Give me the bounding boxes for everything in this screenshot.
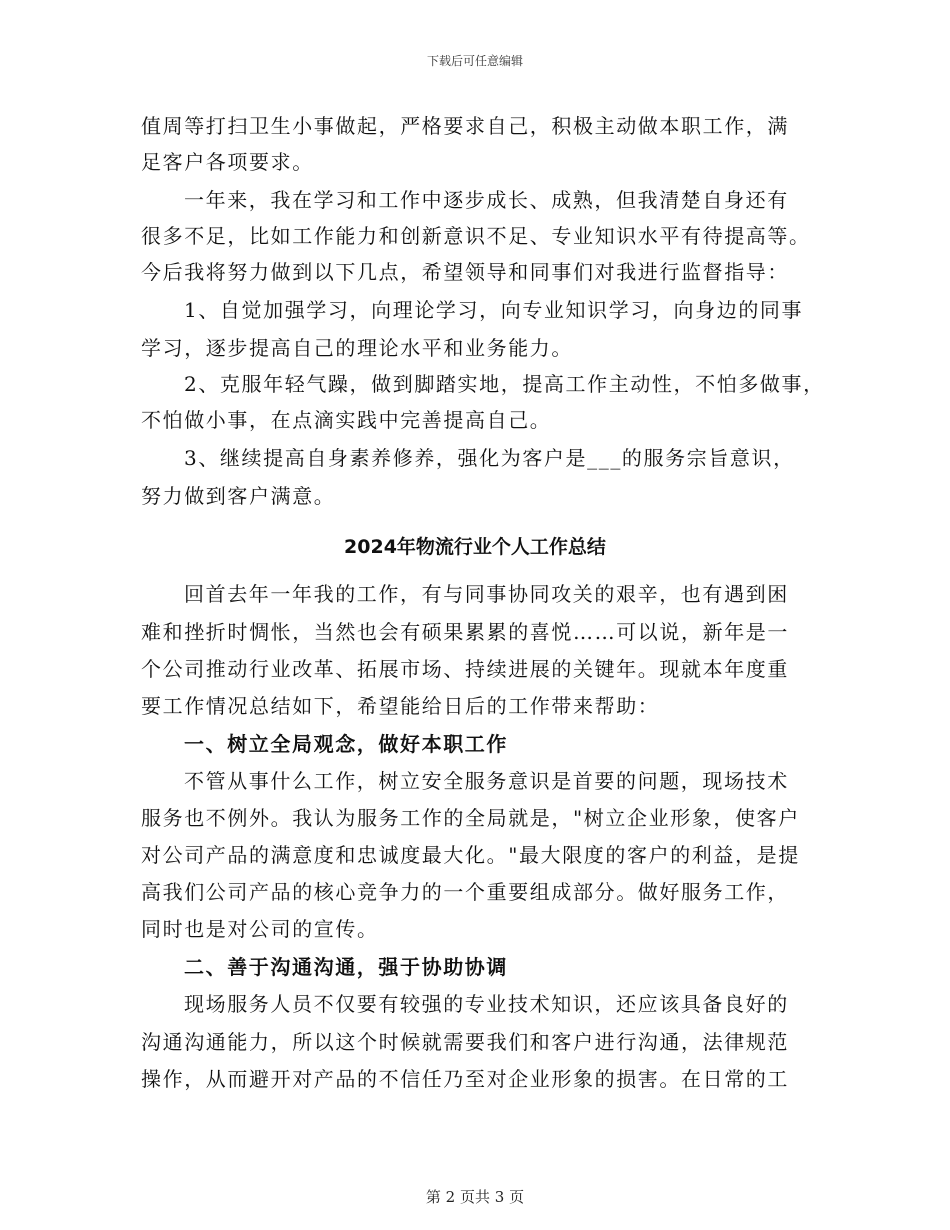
body-text-line: 一年来，我在学习和工作中逐步成长、成熟，但我清楚自身还有 [184, 188, 789, 212]
body-text-line: 学习，逐步提高自己的理论水平和业务能力。 [141, 336, 573, 360]
subheading-2: 二、善于沟通沟通，强于协助协调 [184, 955, 508, 979]
body-text-line: 值周等打扫卫生小事做起，严格要求自己，积极主动做本职工作，满 [141, 114, 789, 138]
page-footer: 第 2 页共 3 页 [425, 1188, 525, 1206]
body-text-line: 3、继续提高自身素养修养，强化为客户是___的服务宗旨意识， [184, 446, 795, 470]
body-text-line: 高我们公司产品的核心竞争力的一个重要组成部分。做好服务工作， [141, 880, 789, 904]
body-text-line: 对公司产品的满意度和忠诚度最大化。"最大限度的客户的利益，是提 [141, 843, 800, 867]
body-text-line: 1、自觉加强学习，向理论学习，向专业知识学习，向身边的同事 [184, 298, 804, 322]
subheading-1: 一、树立全局观念，做好本职工作 [184, 732, 508, 756]
body-text-line: 努力做到客户满意。 [141, 484, 336, 508]
body-text-line: 难和挫折时惆怅，当然也会有硕果累累的喜悦……可以说，新年是一 [141, 620, 789, 644]
body-text-line: 很多不足，比如工作能力和创新意识不足、专业知识水平有待提高等。 [141, 224, 811, 248]
body-text-line: 沟通沟通能力，所以这个时候就需要我们和客户进行沟通，法律规范 [141, 1030, 789, 1054]
body-text-line: 要工作情况总结如下，希望能给日后的工作带来帮助： [141, 694, 660, 718]
body-text-line: 今后我将努力做到以下几点，希望领导和同事们对我进行监督指导： [141, 260, 789, 284]
body-text-line: 同时也是对公司的宣传。 [141, 917, 379, 941]
body-text-line: 不管从事什么工作，树立安全服务意识是首要的问题，现场技术 [184, 769, 789, 793]
page-header: 下载后可任意编辑 [426, 54, 523, 68]
body-text-line: 足客户各项要求。 [141, 150, 314, 174]
body-text-line: 回首去年一年我的工作，有与同事协同攻关的艰辛，也有遇到困 [184, 582, 789, 606]
body-text-line: 不怕做小事，在点滴实践中完善提高自己。 [141, 408, 552, 432]
body-text-line: 现场服务人员不仅要有较强的专业技术知识，还应该具备良好的 [184, 992, 789, 1016]
body-text-line: 2、克服年轻气躁，做到脚踏实地，提高工作主动性，不怕多做事， [184, 372, 825, 396]
body-text-line: 个公司推动行业改革、拓展市场、持续进展的关键年。现就本年度重 [141, 657, 789, 681]
body-text-line: 操作，从而避开对产品的不信任乃至对企业形象的损害。在日常的工 [141, 1067, 789, 1091]
section-title: 2024年物流行业个人工作总结 [344, 536, 606, 558]
body-text-line: 服务也不例外。我认为服务工作的全局就是，"树立企业形象，使客户 [141, 806, 800, 830]
